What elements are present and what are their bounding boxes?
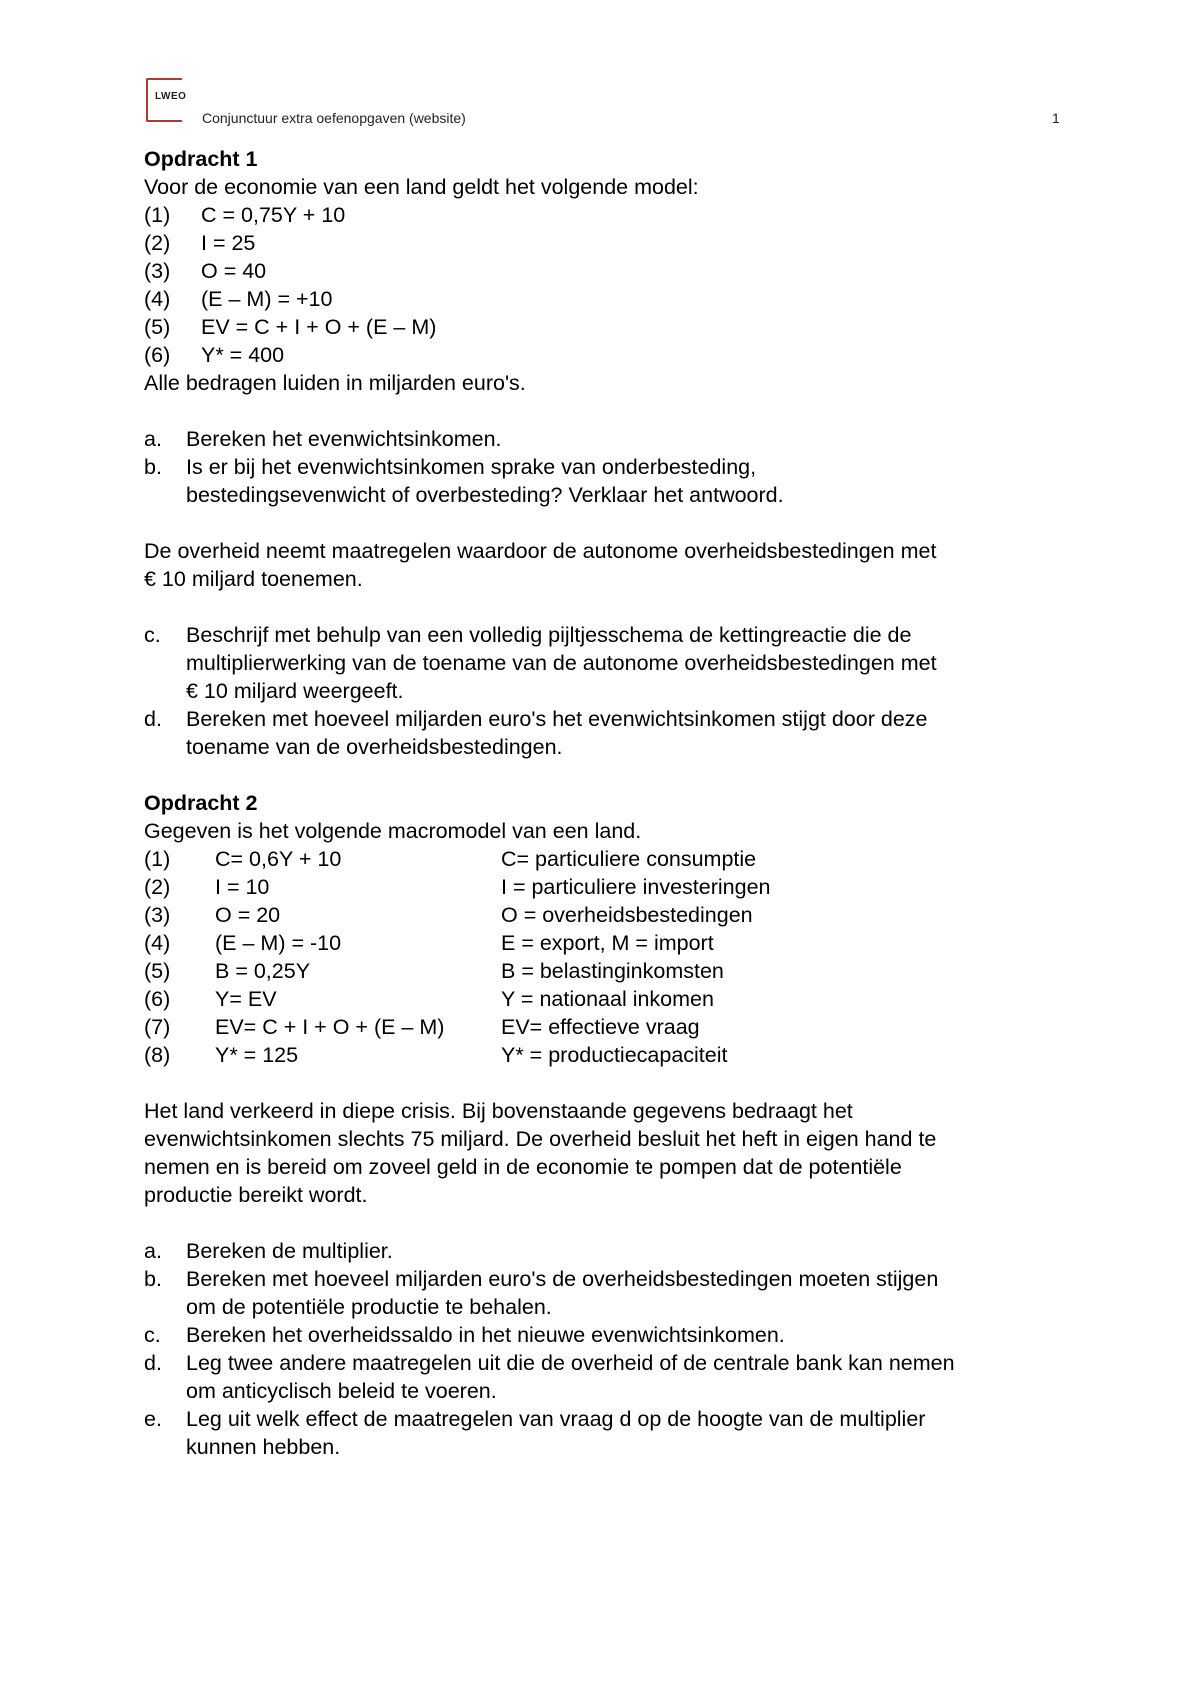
equation-text: C= 0,6Y + 10 [215,847,342,871]
question-line: Bereken de multiplier. [186,1239,393,1263]
equation-description: B = belastinginkomsten [501,959,724,983]
question-line: Leg uit welk effect de maatregelen van vraag d op de hoogte van de multiplier [186,1407,926,1431]
equation-text: O = 20 [215,903,281,927]
question-label: e. [144,1407,162,1431]
equation-row [144,929,1064,957]
equation-row [144,341,1064,369]
equation-text: (E – M) = -10 [215,931,342,955]
question-line: Is er bij het evenwichtsinkomen sprake van onderbesteding, [186,455,757,479]
question-label: b. [144,455,162,479]
equation-row [144,229,1064,257]
paragraph-line: nemen en is bereid om zoveel geld in de economie te pompen dat de potentiële [144,1155,902,1179]
question-line: Bereken het overheidssaldo in het nieuwe evenwichtsinkomen. [186,1323,785,1347]
question-line: om de potentiële productie te behalen. [186,1295,552,1319]
equation-row [144,901,1064,929]
question-text [186,1321,1064,1349]
equation-number: (7) [144,1015,171,1039]
equation-text: Y* = 400 [201,343,285,367]
opdracht1-questions-ab [144,425,1064,509]
opdracht2-title: Opdracht 2 [144,791,258,815]
equation-number: (4) [144,287,171,311]
spacer [144,1069,1064,1097]
equation-row [144,845,1064,873]
paragraph-line: evenwichtsinkomen slechts 75 miljard. De overheid besluit het heft in eigen hand te [144,1127,937,1151]
paragraph-line: De overheid neemt maatregelen waardoor de autonome overheidsbestedingen met [144,539,937,563]
question-item [144,1237,1064,1265]
question-text [186,453,1064,509]
equation-description: Y = nationaal inkomen [501,987,714,1011]
question-text [186,1349,1064,1405]
equation-number: (8) [144,1043,171,1067]
question-label: a. [144,1239,162,1263]
question-text [186,705,1064,761]
opdracht1-title: Opdracht 1 [144,147,258,171]
equation-number: (3) [144,259,171,283]
question-label: d. [144,1351,162,1375]
equation-text: C = 0,75Y + 10 [201,203,346,227]
question-item [144,425,1064,453]
question-line: bestedingsevenwicht of overbesteding? Verklaar het antwoord. [186,483,784,507]
equation-row [144,201,1064,229]
equation-text: I = 25 [201,231,256,255]
spacer [144,509,1064,537]
paragraph-line: productie bereikt wordt. [144,1183,368,1207]
document-body [144,145,1064,1461]
equation-text: EV = C + I + O + (E – M) [201,315,437,339]
question-label: d. [144,707,162,731]
question-label: a. [144,427,162,451]
question-label: b. [144,1267,162,1291]
equation-row [144,313,1064,341]
opdracht1-questions-cd [144,621,1064,761]
equation-text: I = 10 [215,875,270,899]
equation-number: (2) [144,875,171,899]
opdracht2-intro: Gegeven is het volgende macromodel van een land. [144,819,642,843]
opdracht1-paragraph [144,537,1064,593]
question-item [144,1265,1064,1321]
question-line: om anticyclisch beleid te voeren. [186,1379,497,1403]
question-line: Bereken het evenwichtsinkomen. [186,427,502,451]
equation-description: C= particuliere consumptie [501,847,757,871]
opdracht2-paragraph [144,1097,1064,1209]
equation-number: (5) [144,959,171,983]
question-line: Beschrijf met behulp van een volledig pijltjesschema de kettingreactie die de [186,623,912,647]
opdracht1-intro: Voor de economie van een land geldt het volgende model: [144,175,699,199]
paragraph-line: Het land verkeerd in diepe crisis. Bij bovenstaande gegevens bedraagt het [144,1099,853,1123]
question-line: Leg twee andere maatregelen uit die de overheid of de centrale bank kan nemen [186,1351,955,1375]
equation-row [144,257,1064,285]
equation-number: (5) [144,315,171,339]
equation-row [144,1013,1064,1041]
question-item [144,453,1064,509]
equation-text: (E – M) = +10 [201,287,333,311]
question-text [186,1265,1064,1321]
equation-number: (1) [144,847,171,871]
equation-number: (6) [144,987,171,1011]
equation-text: O = 40 [201,259,267,283]
opdracht2-equations [144,845,1064,1069]
equation-text: Y* = 125 [215,1043,299,1067]
question-label: c. [144,623,161,647]
equation-description: EV= effectieve vraag [501,1015,700,1039]
question-item [144,1405,1064,1461]
question-line: € 10 miljard weergeeft. [186,679,404,703]
document-title: Conjunctuur extra oefenopgaven (website) [202,110,466,126]
equation-text: EV= C + I + O + (E – M) [215,1015,445,1039]
question-line: kunnen hebben. [186,1435,341,1459]
equation-row [144,285,1064,313]
question-text [186,425,1064,453]
page-number: 1 [1052,110,1060,126]
equation-row [144,873,1064,901]
equation-description: O = overheidsbestedingen [501,903,753,927]
spacer [144,397,1064,425]
question-line: multiplierwerking van de toename van de autonome overheidsbestedingen met [186,651,937,675]
question-line: toename van de overheidsbestedingen. [186,735,563,759]
equation-number: (4) [144,931,171,955]
question-label: c. [144,1323,161,1347]
question-line: Bereken met hoeveel miljarden euro's het evenwichtsinkomen stijgt door deze [186,707,928,731]
spacer [144,761,1064,789]
opdracht2-questions [144,1237,1064,1461]
question-item [144,621,1064,705]
equation-row [144,985,1064,1013]
question-line: Bereken met hoeveel miljarden euro's de overheidsbestedingen moeten stijgen [186,1267,939,1291]
equation-description: I = particuliere investeringen [501,875,771,899]
question-item [144,1349,1064,1405]
equation-text: Y= EV [215,987,277,1011]
equation-row [144,957,1064,985]
question-text [186,621,1064,705]
logo-text: LWEO [155,91,187,102]
question-item [144,705,1064,761]
question-text [186,1405,1064,1461]
equation-number: (6) [144,343,171,367]
equation-text: B = 0,25Y [215,959,311,983]
equation-number: (2) [144,231,171,255]
paragraph-line: € 10 miljard toenemen. [144,567,363,591]
opdracht1-note: Alle bedragen luiden in miljarden euro's. [144,371,526,395]
question-item [144,1321,1064,1349]
opdracht1-equations [144,201,1064,369]
question-text [186,1237,1064,1265]
equation-description: Y* = productiecapaciteit [501,1043,728,1067]
equation-description: E = export, M = import [501,931,714,955]
equation-number: (3) [144,903,171,927]
equation-row [144,1041,1064,1069]
spacer [144,1209,1064,1237]
spacer [144,593,1064,621]
equation-number: (1) [144,203,171,227]
